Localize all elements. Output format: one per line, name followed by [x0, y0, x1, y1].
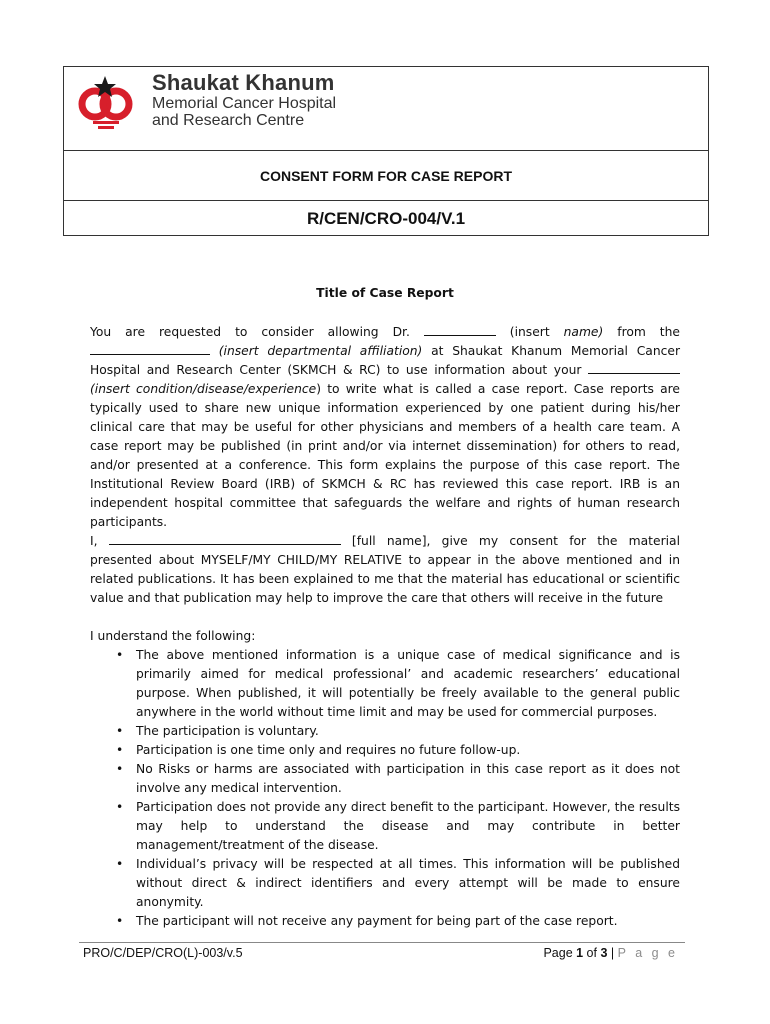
consent-text: [full name], give my consent for the material presented about MYSELF/MY CHILD/MY RELATIVE to appear in the above mentioned and in related publications. It has been explained to me that the material has educational or scientific value and that publication may help to improve the care that others will receive in the future [90, 534, 680, 605]
form-title: CONSENT FORM FOR CASE REPORT [259, 167, 512, 184]
page-total: 3 [600, 946, 608, 960]
list-item: • The participation is voluntary. [136, 722, 680, 741]
intro-paragraph [90, 323, 680, 532]
intro-text: (insert [495, 325, 564, 339]
logo-row [64, 67, 708, 151]
hospital-name-line1: Shaukat Khanum [152, 70, 335, 95]
consent-paragraph [90, 532, 680, 608]
list-item: • The participant will not receive any payment for being part of the case report. [136, 912, 680, 931]
intro-italic: (insert condition/disease/experience [90, 382, 317, 396]
intro-italic: (insert departmental affiliation) [210, 344, 423, 358]
document-header [63, 66, 709, 236]
intro-text: at Shaukat Khanum Memorial Cancer Hospital and Research Center (SKMCH & RC) to use information about your [90, 344, 680, 377]
hospital-name [152, 71, 336, 129]
page-separator: | [607, 946, 618, 960]
page-of-label: of [583, 946, 601, 960]
page-indicator [543, 946, 678, 960]
footer-divider [79, 942, 685, 943]
list-item: • Participation is one time only and requires no future follow-up. [136, 741, 680, 760]
intro-text: You are requested to consider allowing Dr. [90, 325, 424, 339]
hospital-logo [78, 73, 134, 135]
intro-text: from the [603, 325, 680, 339]
form-code-row [64, 201, 708, 237]
understand-heading: I understand the following: [90, 629, 256, 643]
case-report-title: Title of Case Report [316, 286, 454, 300]
intro-italic: name) [563, 325, 604, 339]
hospital-name-line2: Memorial Cancer Hospital [152, 95, 337, 112]
list-item: • Individual’s privacy will be respected at all times. This information will be published without direct & indirect identifiers and every attempt will be made to ensure anonymity. [136, 855, 680, 912]
page-label: Page [543, 946, 577, 960]
understanding-section [90, 627, 680, 931]
list-item: • The above mentioned information is a unique case of medical significance and is primarily aimed for medical professional’ and academic researchers’ educational purpose. When published, it will potentially be freely available to the general public anywhere in the world without time limit and may be used for commercial purposes. [136, 646, 680, 722]
page-word: P a g e [617, 946, 678, 960]
footer-doc-code: PRO/C/DEP/CRO(L)-003/v.5 [83, 946, 243, 960]
consent-text: I, [90, 534, 109, 548]
department-blank[interactable] [90, 342, 210, 355]
form-title-row [64, 151, 708, 201]
understanding-list [90, 646, 680, 931]
full-name-blank[interactable] [109, 532, 341, 545]
hospital-name-line3: and Research Centre [152, 112, 305, 129]
list-item: • Participation does not provide any direct benefit to the participant. However, the results may help to understand the disease and may contribute in better management/treatment of the disease. [136, 798, 680, 855]
condition-blank[interactable] [588, 361, 680, 374]
intro-text: ) to write what is called a case report. Case reports are typically used to share new unique information experienced by one patient during his/her clinical care that may be useful for other physicians and members of a health care team. A case report may be published (in print and/or via internet dissemination) for others to read, and/or presented at a conference. This form explains the purpose of this case report. The Institutional Review Board (IRB) of SKMCH & RC has reviewed this case report. IRB is an independent hospital committee that safeguards the welfare and rights of human research participants. [90, 382, 680, 529]
form-code: R/CEN/CRO-004/V.1 [306, 209, 466, 228]
doctor-name-blank[interactable] [424, 323, 496, 336]
list-item: • No Risks or harms are associated with participation in this case report as it does not involve any medical intervention. [136, 760, 680, 798]
page-current: 1 [576, 946, 584, 960]
